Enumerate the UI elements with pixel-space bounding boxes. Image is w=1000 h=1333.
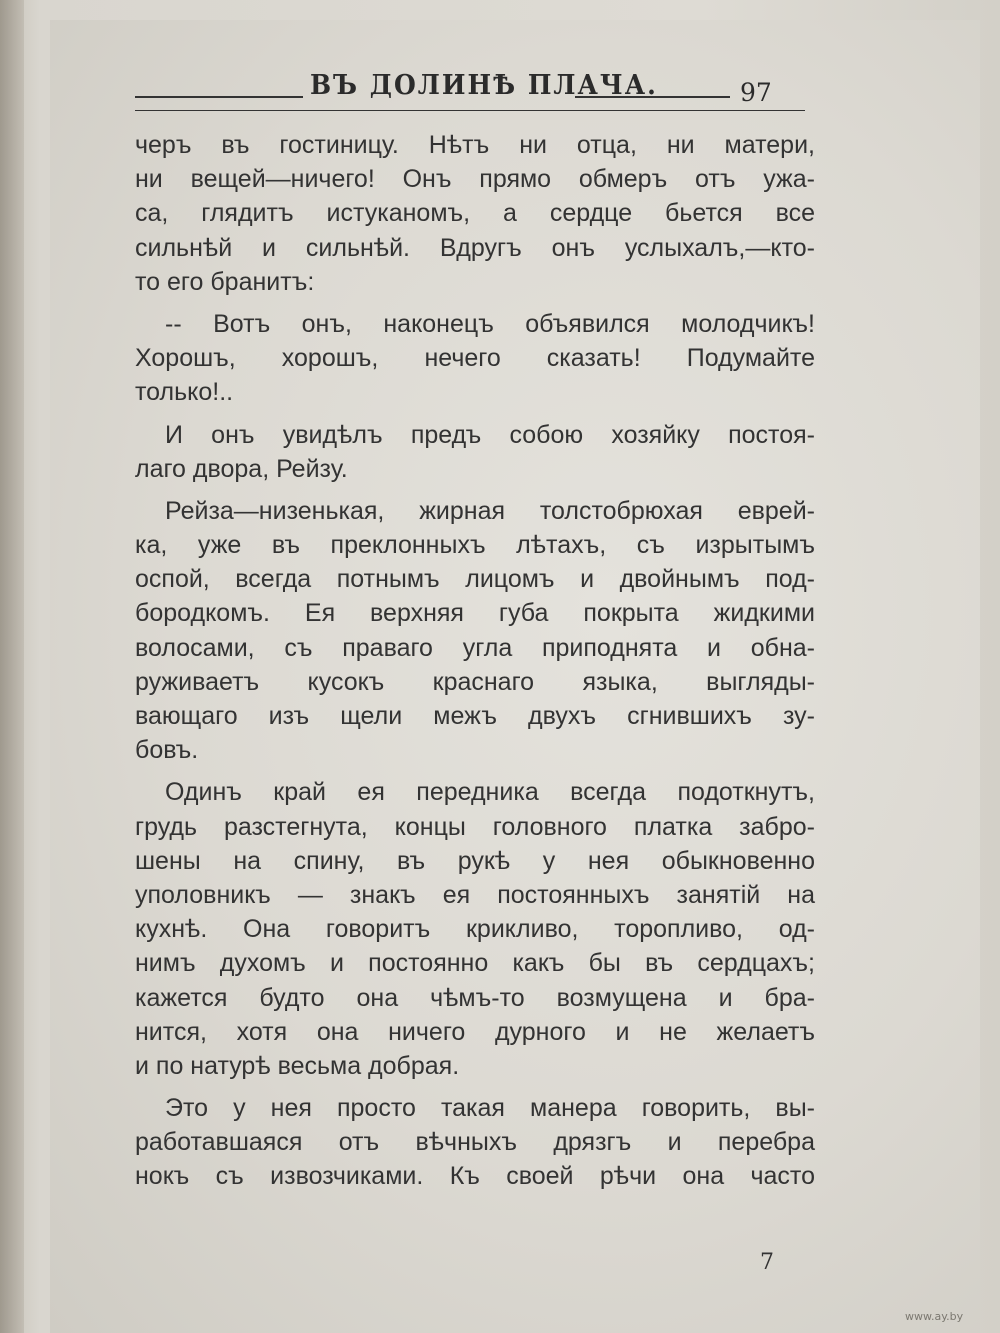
- header-rule-middle: [575, 96, 730, 98]
- text-line: только!..: [135, 378, 234, 407]
- text-line: сильнѣй и сильнѣй. Вдругъ онъ услыхалъ,—кто-: [135, 233, 815, 262]
- text-line: Рейза—низенькая, жирная толстобрюхая еврей-: [165, 496, 815, 525]
- text-line: бородкомъ. Ея верхняя губа покрыта жидкими: [135, 599, 815, 628]
- text-line: -- Вотъ онъ, наконецъ объявился молодчикъ!: [165, 309, 815, 338]
- text-line: то его бранитъ:: [135, 267, 315, 296]
- header-rule-full: [135, 110, 805, 111]
- text-line: Это у нея просто такая манера говорить, вы-: [165, 1094, 815, 1123]
- page-number: 97: [740, 78, 772, 107]
- text-line: нится, хотя она ничего дурного и не желаетъ: [135, 1017, 815, 1046]
- watermark: www.ay.by: [905, 1310, 964, 1323]
- text-line: и по натурѣ весьма добрая.: [135, 1051, 460, 1080]
- text-line: бовъ.: [135, 736, 199, 765]
- running-header: [135, 58, 805, 118]
- text-line: уполовникъ — знакъ ея постоянныхъ занятій на: [135, 880, 815, 909]
- text-line: черъ въ гостиницу. Нѣтъ ни отца, ни матери,: [135, 131, 815, 159]
- body-text: [135, 128, 815, 1194]
- header-rule-left: [135, 96, 303, 98]
- text-line: оспой, всегда потнымъ лицомъ и двойнымъ под-: [135, 565, 815, 594]
- text-line: лаго двора, Рейзу.: [135, 454, 348, 483]
- text-line: нокъ съ извозчиками. Къ своей рѣчи она часто: [135, 1162, 815, 1191]
- text-line: вающаго изъ щели межъ двухъ сгнившихъ зу-: [135, 702, 815, 730]
- text-line: волосами, съ праваго угла приподнята и обна-: [135, 633, 815, 662]
- text-line: грудь разстегнута, концы головного платка забро-: [135, 812, 815, 841]
- book-gutter: [0, 0, 24, 1333]
- text-line: шены на спину, въ рукѣ у нея обыкновенно: [135, 846, 815, 875]
- text-line: кажется будто она чѣмъ-то возмущена и бра-: [135, 983, 815, 1012]
- text-line: руживаетъ кусокъ краснаго языка, выгляды-: [135, 667, 815, 696]
- running-title: ВЪ ДОЛИНѢ ПЛАЧА.: [310, 68, 658, 101]
- text-line: ни вещей—ничего! Онъ прямо обмеръ отъ ужа-: [135, 165, 815, 194]
- text-line: Одинъ край ея передника всегда подоткнутъ,: [165, 778, 815, 807]
- text-line: нимъ духомъ и постоянно какъ бы въ сердцахъ;: [135, 949, 815, 978]
- text-line: работавшаяся отъ вѣчныхъ дрязгъ и перебра: [135, 1128, 815, 1157]
- text-line: кухнѣ. Она говоритъ крикливо, торопливо, од-: [135, 915, 815, 944]
- text-line: ка, уже въ преклонныхъ лѣтахъ, съ изрытымъ: [135, 531, 815, 560]
- text-line: Хорошъ, хорошъ, нечего сказать! Подумайте: [135, 344, 815, 373]
- signature-mark: 7: [760, 1250, 774, 1275]
- text-line: И онъ увидѣлъ предъ собою хозяйку постоя-: [165, 420, 815, 449]
- text-line: са, глядитъ истуканомъ, а сердце бьется все: [135, 199, 815, 228]
